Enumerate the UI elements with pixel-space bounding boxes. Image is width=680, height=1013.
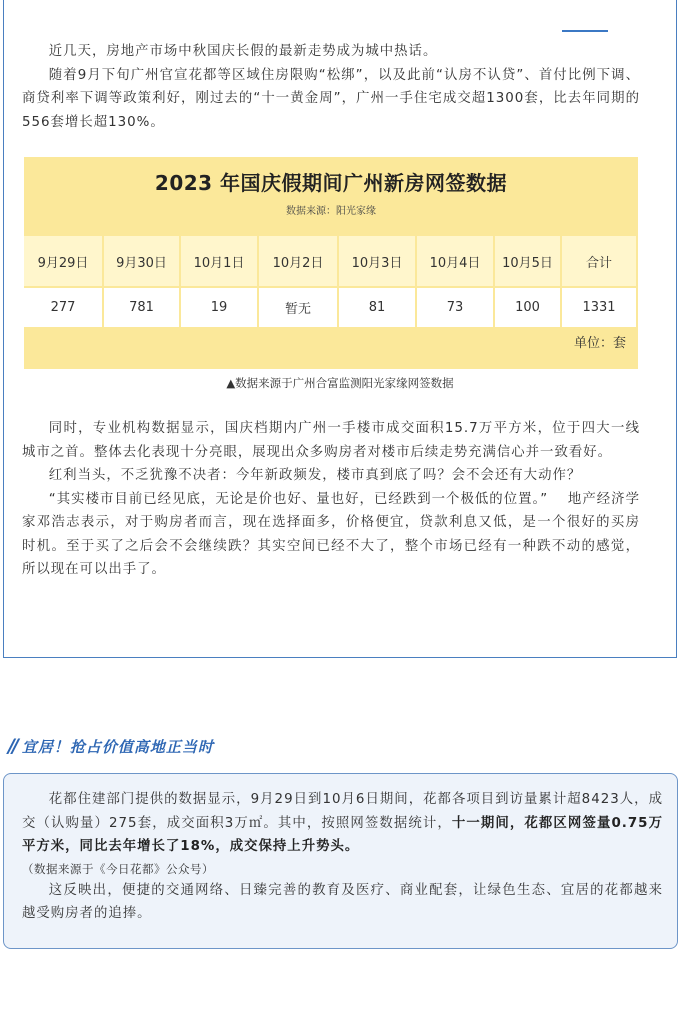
double-slash-icon: // xyxy=(8,735,16,757)
accent-line xyxy=(562,30,608,32)
article-paragraph-1: 近几天，房地产市场中秋国庆长假的最新走势成为城中热话。 xyxy=(48,44,438,59)
table-unit: 单位：套 xyxy=(573,336,626,351)
table-value-cell: 81 xyxy=(339,288,417,329)
article-paragraph-4: 红利当头，不乏犹豫不决者：今年新政频发，楼市真到底了吗？会不会还有大动作？ xyxy=(48,468,582,483)
table-header-cell: 9月30日 xyxy=(104,236,181,288)
table-value-cell: 73 xyxy=(417,288,495,329)
table-header-cell: 10月4日 xyxy=(417,236,495,288)
table-header-cell: 10月3日 xyxy=(339,236,417,288)
box-text-bold: 十一期间，花都区网签量0.75万平方米，同比去年增长了18%，成交保持上升势头。 xyxy=(22,815,663,854)
table-grid xyxy=(24,236,638,329)
table-value-cell: 暂无 xyxy=(259,288,339,329)
table-header-cell: 9月29日 xyxy=(24,236,104,288)
article-paragraph-3: 同时，专业机构数据显示，国庆档期内广州一手楼市成交面积15.7万平方米，位于四大一线城市之首。整体去化表现十分亮眼，展现出众多购房者对楼市后续走势充满信心并一致看好。 xyxy=(22,421,640,460)
table-value-cell: 277 xyxy=(24,288,104,329)
box-paragraph-2: 这反映出，便捷的交通网络、日臻完善的教育及医疗、商业配套，让绿色生态、宜居的花都越来越受购房者的追捧。 xyxy=(22,882,663,921)
table-value-cell: 19 xyxy=(181,288,259,329)
table-header-cell: 10月2日 xyxy=(259,236,339,288)
table-value-cell: 1331 xyxy=(562,288,638,329)
table-source: 数据来源：阳光家缘 xyxy=(286,206,376,217)
section-title: 宜居！抢占价值高地正当时 xyxy=(21,737,214,756)
sales-table-image xyxy=(24,157,638,369)
highlight-box xyxy=(3,773,678,949)
table-title: 2023 年国庆假期间广州新房网签数据 xyxy=(154,171,508,195)
table-value-cell: 781 xyxy=(104,288,181,329)
box-paragraph-1 xyxy=(22,788,663,859)
box-source-note: （数据来源于《今日花都》公众号） xyxy=(22,861,214,876)
table-header-row xyxy=(24,236,638,288)
box-text-normal: 花都住建部门提供的数据显示，9月29日到10月6日期间，花都各项目到访量累计超8423人，成交（认购量）275套，成交面积3万㎡。其中，按照网签数据统计， xyxy=(22,792,663,831)
article-body-continued xyxy=(22,417,640,582)
article-paragraph-2: 随着9月下旬广州官宣花都等区域住房限购“松绑”，以及此前“认房不认贷”、首付比例下调、商贷利率下调等政策利好，刚过去的“十一黄金周”，广州一手住宅成交超1300套，比去年同期的556套增长超130%。 xyxy=(22,67,640,130)
table-header-cell: 合计 xyxy=(562,236,638,288)
table-header-cell: 10月5日 xyxy=(495,236,562,288)
article-paragraph-5: “其实楼市目前已经见底，无论是价也好、量也好，已经跌到一个极低的位置。” 地产经济学家邓浩志表示，对于购房者而言，现在选择面多，价格便宜，贷款利息又低，是一个很好的买房时机。至于买了之后会不会继续跌？其实空间已经不大了，整个市场已经有一种跌不动的感觉，所以现在可以出手了。 xyxy=(22,491,640,577)
table-data-row xyxy=(24,288,638,329)
table-value-cell: 100 xyxy=(495,288,562,329)
table-caption: ▲数据来源于广州合富监测阳光家缘网签数据 xyxy=(226,376,454,390)
table-header-cell: 10月1日 xyxy=(181,236,259,288)
article-body xyxy=(22,40,640,134)
section-heading xyxy=(8,735,214,757)
